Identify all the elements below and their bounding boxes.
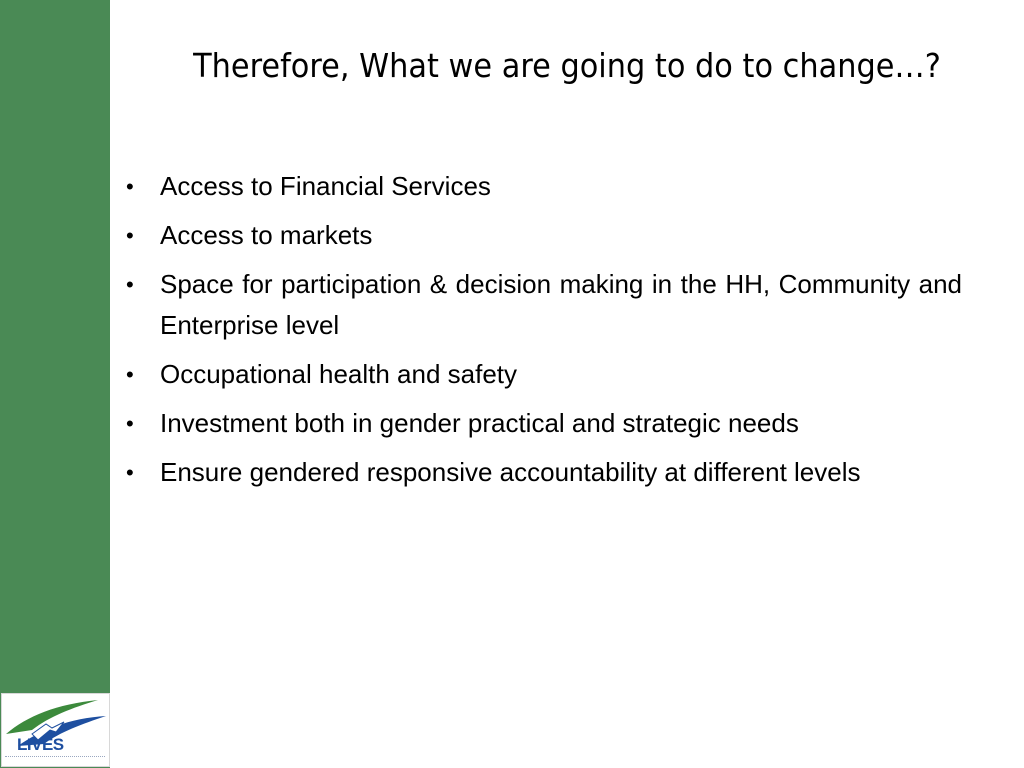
bullet-text: Investment both in gender practical and strategic needs xyxy=(160,408,799,438)
bullet-dot-icon: • xyxy=(126,174,134,199)
bullet-item xyxy=(120,403,962,444)
bullet-text: Occupational health and safety xyxy=(160,359,518,389)
left-green-sidebar xyxy=(0,0,110,768)
bullet-item xyxy=(120,354,962,395)
logo-subline xyxy=(5,756,105,760)
slide-title: Therefore, What we are going to do to change…? xyxy=(193,46,941,85)
bullet-dot-icon: • xyxy=(126,362,134,387)
bullet-dot-icon: • xyxy=(126,223,134,248)
bullet-text: Ensure gendered responsive accountability at different levels xyxy=(160,457,861,487)
bullet-text: Access to Financial Services xyxy=(160,171,491,201)
logo-text: LIVES xyxy=(17,735,64,754)
bullet-dot-icon: • xyxy=(126,460,134,485)
bullet-text: Access to markets xyxy=(160,220,373,250)
bullet-dot-icon: • xyxy=(126,272,134,297)
bullet-item xyxy=(120,452,962,493)
bullet-item xyxy=(120,166,962,207)
lives-logo xyxy=(1,693,110,767)
bullet-dot-icon: • xyxy=(126,411,134,436)
bullet-list xyxy=(120,166,962,501)
bullet-item xyxy=(120,215,962,256)
bullet-text: Space for participation & decision making in the HH, Community and Enterprise level xyxy=(160,269,962,340)
bullet-item xyxy=(120,264,962,346)
